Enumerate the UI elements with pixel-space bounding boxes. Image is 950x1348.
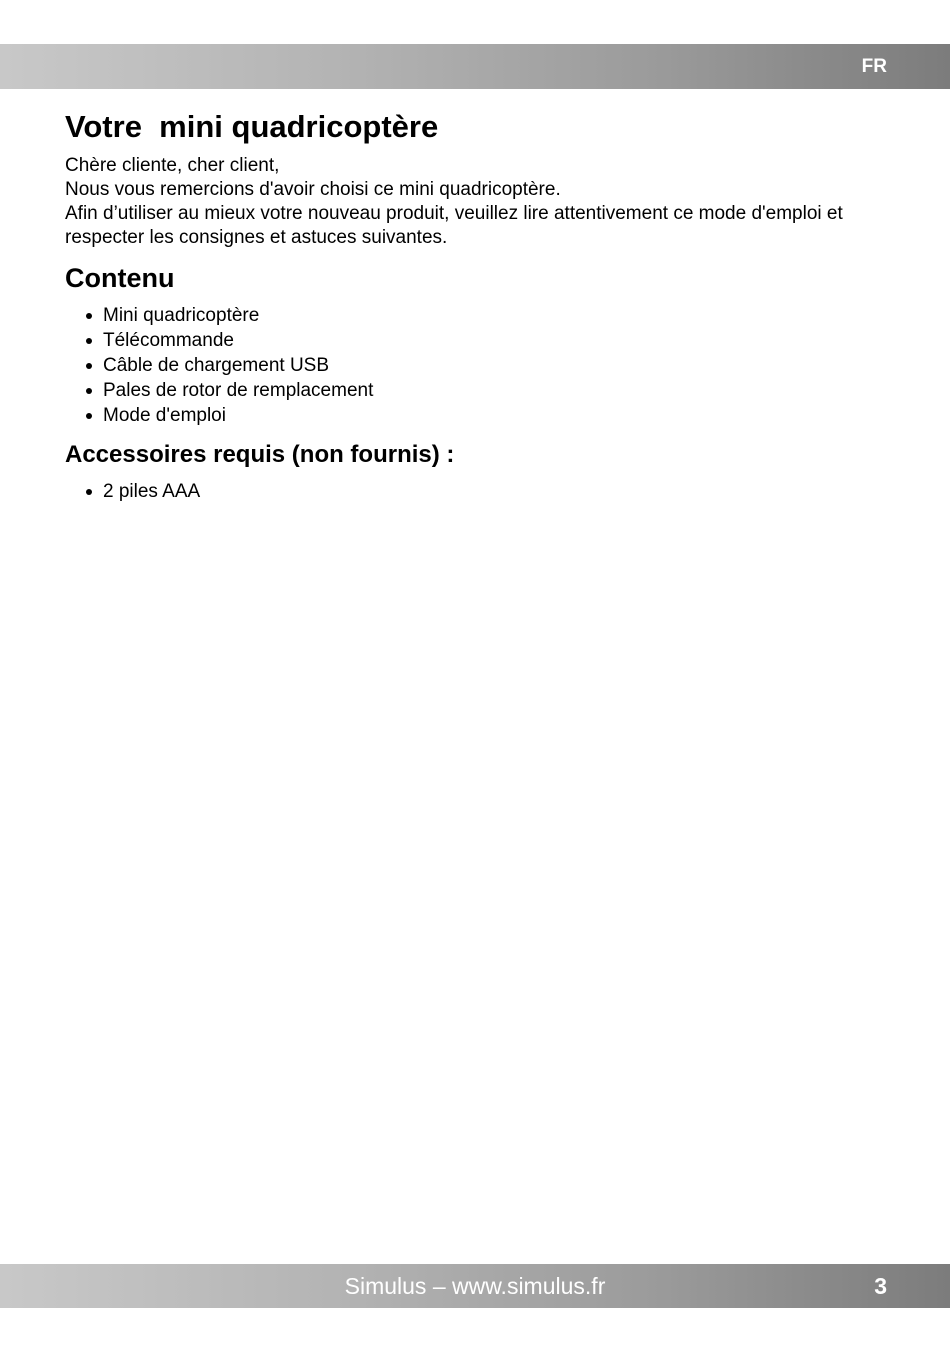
intro-line-greeting: Chère cliente, cher client,	[65, 155, 280, 176]
intro-line-instructions: Afin d’utiliser au mieux votre nouveau produit, veuillez lire attentivement ce mode d'emploi et respecter les consignes et astuces suivantes.	[65, 203, 843, 248]
page-number: 3	[874, 1273, 887, 1299]
footer-bar	[0, 1264, 950, 1308]
accessories-list	[65, 479, 885, 504]
list-item: Mini quadricoptère	[65, 303, 885, 328]
page-content	[65, 108, 885, 504]
list-item: Pales de rotor de remplacement	[65, 378, 885, 403]
intro-line-thanks: Nous vous remercions d'avoir choisi ce mini quadricoptère.	[65, 179, 561, 200]
contents-list	[65, 303, 885, 428]
list-item: Câble de chargement USB	[65, 353, 885, 378]
language-code: FR	[861, 56, 887, 77]
list-item: Mode d'emploi	[65, 403, 885, 428]
footer-website: Simulus – www.simulus.fr	[344, 1273, 606, 1299]
list-item: Télécommande	[65, 328, 885, 353]
list-item: 2 piles AAA	[65, 479, 885, 504]
header-bar	[0, 44, 950, 89]
accessories-heading: Accessoires requis (non fournis) :	[65, 441, 455, 468]
page-title: Votre mini quadricoptère	[65, 109, 439, 144]
intro-paragraph	[65, 154, 885, 250]
contents-heading: Contenu	[65, 263, 175, 293]
